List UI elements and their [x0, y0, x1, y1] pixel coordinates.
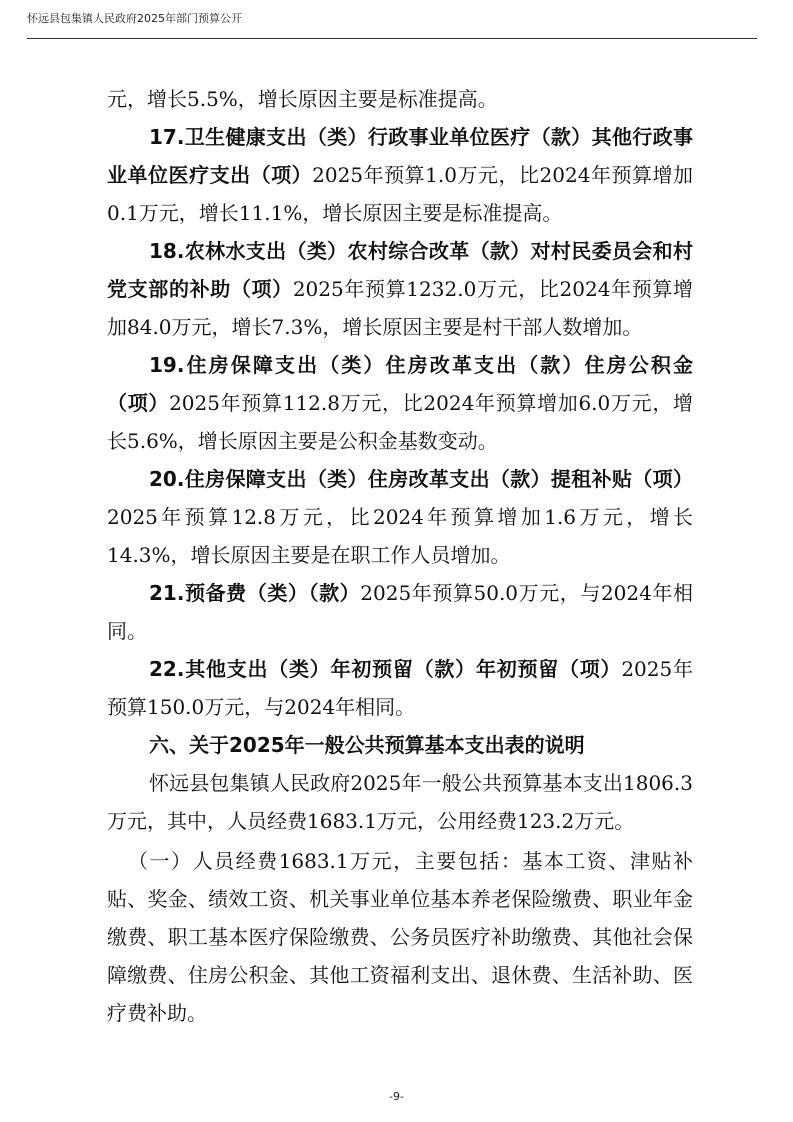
header-divider [27, 38, 757, 39]
paragraph-continuation [107, 80, 693, 118]
item-heading: 18.农林水支出（类）农村综合改革（款）对村民委员会和村党支部的补助（项） [107, 239, 693, 301]
page-number: -9- [389, 1090, 404, 1103]
budget-item-20 [107, 460, 693, 574]
budget-item-17 [107, 118, 693, 232]
item-heading: 20.住房保障支出（类）住房改革支出（款）提租补贴（项） [149, 467, 693, 491]
item-text: 2025年预算1.0万元，比2024年预算增加0.1万元，增长11.1%，增长原因主要是标准提高。 [107, 163, 694, 225]
item-text: 2025年预算12.8万元，比2024年预算增加1.6万元，增长14.3%，增长原因主要是在职工作人员增加。 [107, 505, 693, 567]
item-heading: 17.卫生健康支出（类）行政事业单位医疗（款）其他行政事业单位医疗支出（项） [107, 125, 693, 187]
item-heading: 19.住房保障支出（类）住房改革支出（款）住房公积金（项） [107, 353, 693, 415]
item-heading: 22.其他支出（类）年初预留（款）年初预留（项） [149, 657, 622, 681]
section-intro: 怀远县包集镇人民政府2025年一般公共预算基本支出1806.3万元，其中，人员经费1683.1万元，公用经费123.2万元。 [107, 771, 693, 833]
budget-item-19 [107, 346, 693, 460]
item-heading: 21.预备费（类）（款） [149, 581, 361, 605]
document-body [107, 80, 693, 1032]
section-item-personnel: （一）人员经费1683.1万元，主要包括：基本工资、津贴补贴、奖金、绩效工资、机关事业单位基本养老保险缴费、职业年金缴费、职工基本医疗保险缴费、公务员医疗补助缴费、其他社会保障缴费、住房公积金、其他工资福利支出、退休费、生活补助、医疗费补助。 [107, 849, 693, 1025]
budget-item-22 [107, 650, 693, 726]
paragraph-text: 元，增长5.5%，增长原因主要是标准提高。 [107, 87, 498, 111]
budget-item-21 [107, 574, 693, 650]
item-text: 2025年预算150.0万元，与2024年相同。 [107, 657, 693, 719]
budget-item-18 [107, 232, 693, 346]
section-heading: 六、关于2025年一般公共预算基本支出表的说明 [149, 733, 585, 757]
item-text: 2025年预算50.0万元，与2024年相同。 [107, 581, 694, 643]
item-text: 2025年预算1232.0万元，比2024年预算增加84.0万元，增长7.3%，增长原因主要是村干部人数增加。 [107, 277, 694, 339]
item-text: 2025年预算112.8万元，比2024年预算增加6.0万元，增长5.6%，增长原因主要是公积金基数变动。 [107, 391, 694, 453]
running-header: 怀远县包集镇人民政府2025年部门预算公开 [27, 12, 242, 25]
